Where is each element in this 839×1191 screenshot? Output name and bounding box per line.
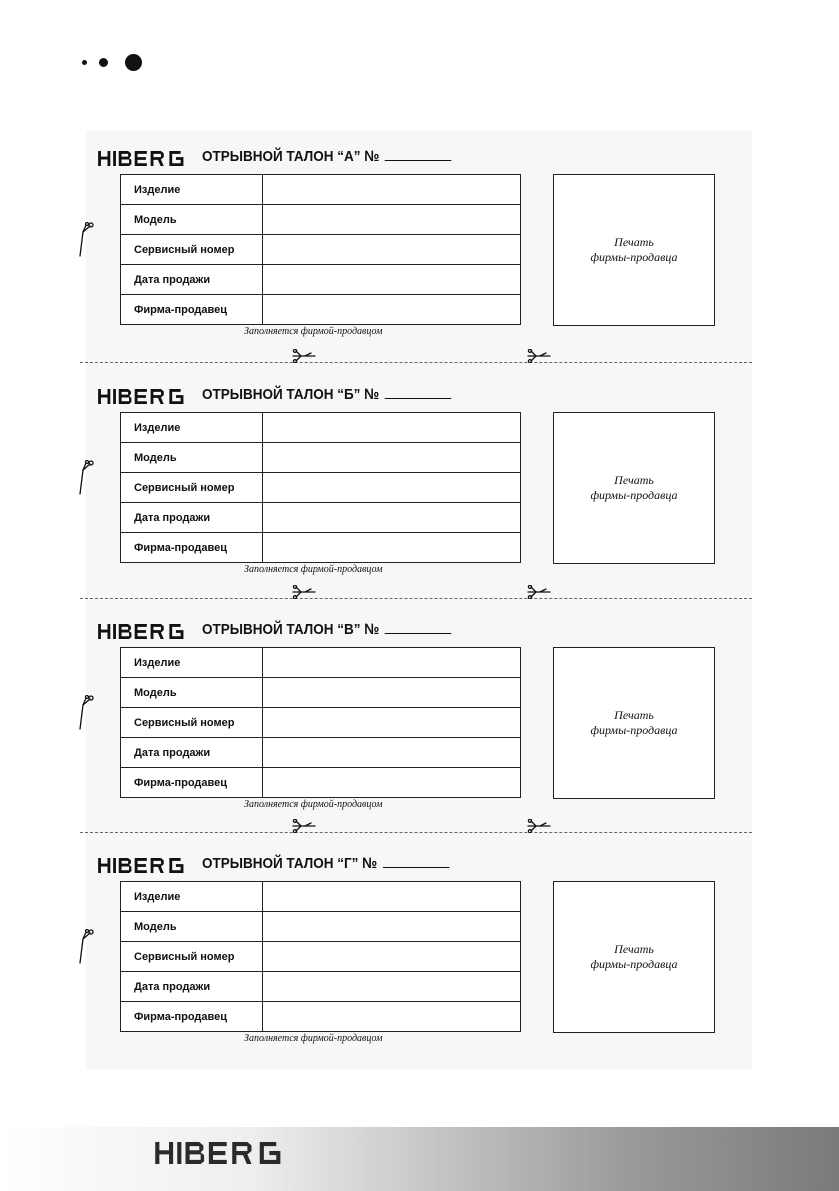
seller-stamp-box bbox=[553, 412, 715, 564]
coupon-a bbox=[86, 130, 752, 350]
scissors-icon bbox=[526, 819, 552, 833]
field-label: Изделие bbox=[121, 175, 263, 205]
model-field[interactable] bbox=[262, 678, 520, 708]
coupon-title-row bbox=[96, 142, 479, 166]
table-row bbox=[121, 942, 521, 972]
stamp-label-line2: фирмы-продавца bbox=[590, 723, 678, 737]
table-row bbox=[121, 265, 521, 295]
coupon-number-blank[interactable] bbox=[385, 621, 452, 634]
field-label: Фирма-продавец bbox=[121, 1002, 263, 1032]
table-row bbox=[121, 738, 521, 768]
product-field[interactable] bbox=[262, 648, 520, 678]
seller-field[interactable] bbox=[262, 1002, 520, 1032]
coupon-form bbox=[120, 647, 521, 798]
table-row bbox=[121, 912, 521, 942]
medium-dot-icon bbox=[99, 58, 108, 67]
field-label: Дата продажи bbox=[121, 972, 263, 1002]
field-label: Фирма-продавец bbox=[121, 533, 263, 563]
coupon-number-blank[interactable] bbox=[383, 855, 450, 868]
small-dot-icon bbox=[82, 60, 87, 65]
table-row bbox=[121, 443, 521, 473]
table-row bbox=[121, 882, 521, 912]
scissors-icon bbox=[291, 349, 317, 363]
seller-field[interactable] bbox=[262, 295, 520, 325]
hiberg-logo bbox=[96, 151, 194, 166]
model-field[interactable] bbox=[262, 443, 520, 473]
table-row bbox=[121, 708, 521, 738]
table-row bbox=[121, 413, 521, 443]
page-footer bbox=[0, 1127, 839, 1191]
service-number-field[interactable] bbox=[262, 235, 520, 265]
field-label: Дата продажи bbox=[121, 503, 263, 533]
model-field[interactable] bbox=[262, 205, 520, 235]
scissors-icon bbox=[291, 819, 317, 833]
coupon-v bbox=[86, 603, 752, 823]
field-label: Изделие bbox=[121, 413, 263, 443]
coupon-form bbox=[120, 412, 521, 563]
table-row bbox=[121, 972, 521, 1002]
seller-stamp-box bbox=[553, 174, 715, 326]
field-label: Модель bbox=[121, 443, 263, 473]
seller-field[interactable] bbox=[262, 533, 520, 563]
stamp-label-line2: фирмы-продавца bbox=[590, 488, 678, 502]
stamp-label-line2: фирмы-продавца bbox=[590, 957, 678, 971]
cut-line bbox=[80, 832, 752, 833]
table-row bbox=[121, 768, 521, 798]
stamp-label-line1: Печать bbox=[614, 235, 654, 249]
coupon-title: ОТРЫВНОЙ ТАЛОН “А” № bbox=[202, 148, 451, 166]
field-label: Дата продажи bbox=[121, 738, 263, 768]
table-row bbox=[121, 175, 521, 205]
product-field[interactable] bbox=[262, 882, 520, 912]
large-dot-icon bbox=[125, 54, 142, 71]
seller-stamp-box bbox=[553, 647, 715, 799]
coupon-title: ОТРЫВНОЙ ТАЛОН “Г” № bbox=[202, 855, 449, 873]
field-label: Модель bbox=[121, 678, 263, 708]
table-row bbox=[121, 473, 521, 503]
coupon-sheet bbox=[86, 130, 752, 1070]
scissors-icon bbox=[78, 695, 94, 731]
coupon-title-row bbox=[96, 615, 479, 639]
coupon-title-row bbox=[96, 849, 477, 873]
sale-date-field[interactable] bbox=[262, 503, 520, 533]
hiberg-logo bbox=[148, 1142, 300, 1164]
field-label: Сервисный номер bbox=[121, 942, 263, 972]
field-label: Сервисный номер bbox=[121, 473, 263, 503]
seller-stamp-box bbox=[553, 881, 715, 1033]
seller-note: Заполняется фирмой-продавцом bbox=[244, 326, 383, 337]
sale-date-field[interactable] bbox=[262, 972, 520, 1002]
table-row bbox=[121, 678, 521, 708]
scissors-icon bbox=[526, 349, 552, 363]
stamp-label-line1: Печать bbox=[614, 942, 654, 956]
service-number-field[interactable] bbox=[262, 942, 520, 972]
cut-line bbox=[80, 598, 752, 599]
seller-note: Заполняется фирмой-продавцом bbox=[244, 1033, 383, 1044]
stamp-label-line2: фирмы-продавца bbox=[590, 250, 678, 264]
scissors-icon bbox=[78, 222, 94, 258]
coupon-form bbox=[120, 174, 521, 325]
table-row bbox=[121, 1002, 521, 1032]
model-field[interactable] bbox=[262, 912, 520, 942]
coupon-b bbox=[86, 368, 752, 588]
hiberg-logo bbox=[96, 858, 194, 873]
service-number-field[interactable] bbox=[262, 473, 520, 503]
sale-date-field[interactable] bbox=[262, 738, 520, 768]
seller-field[interactable] bbox=[262, 768, 520, 798]
hiberg-logo bbox=[96, 389, 194, 404]
table-row bbox=[121, 205, 521, 235]
field-label: Модель bbox=[121, 912, 263, 942]
seller-note: Заполняется фирмой-продавцом bbox=[244, 799, 383, 810]
stamp-label-line1: Печать bbox=[614, 473, 654, 487]
coupon-number-blank[interactable] bbox=[385, 386, 452, 399]
coupon-form bbox=[120, 881, 521, 1032]
sale-date-field[interactable] bbox=[262, 265, 520, 295]
seller-note: Заполняется фирмой-продавцом bbox=[244, 564, 383, 575]
hiberg-logo bbox=[96, 624, 194, 639]
product-field[interactable] bbox=[262, 175, 520, 205]
field-label: Дата продажи bbox=[121, 265, 263, 295]
coupon-title-row bbox=[96, 380, 479, 404]
scissors-icon bbox=[526, 585, 552, 599]
coupon-g bbox=[86, 837, 752, 1057]
table-row bbox=[121, 295, 521, 325]
table-row bbox=[121, 533, 521, 563]
field-label: Изделие bbox=[121, 648, 263, 678]
table-row bbox=[121, 503, 521, 533]
scissors-icon bbox=[78, 929, 94, 965]
scissors-icon bbox=[291, 585, 317, 599]
table-row bbox=[121, 648, 521, 678]
field-label: Фирма-продавец bbox=[121, 295, 263, 325]
table-row bbox=[121, 235, 521, 265]
field-label: Сервисный номер bbox=[121, 708, 263, 738]
page-dots-decoration bbox=[80, 54, 150, 72]
field-label: Фирма-продавец bbox=[121, 768, 263, 798]
scissors-icon bbox=[78, 460, 94, 496]
coupon-title: ОТРЫВНОЙ ТАЛОН “Б” № bbox=[202, 386, 451, 404]
coupon-number-blank[interactable] bbox=[385, 148, 452, 161]
service-number-field[interactable] bbox=[262, 708, 520, 738]
field-label: Сервисный номер bbox=[121, 235, 263, 265]
stamp-label-line1: Печать bbox=[614, 708, 654, 722]
field-label: Модель bbox=[121, 205, 263, 235]
product-field[interactable] bbox=[262, 413, 520, 443]
cut-line bbox=[80, 362, 752, 363]
coupon-title: ОТРЫВНОЙ ТАЛОН “В” № bbox=[202, 621, 451, 639]
field-label: Изделие bbox=[121, 882, 263, 912]
